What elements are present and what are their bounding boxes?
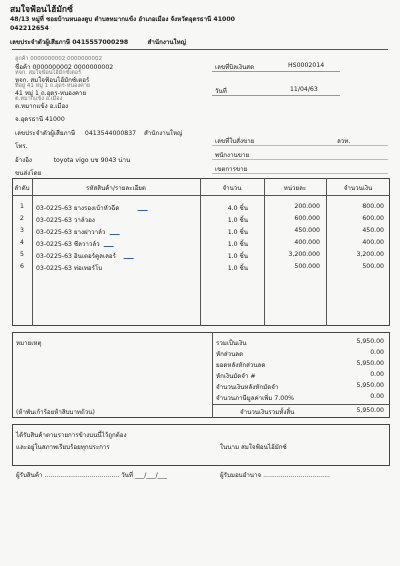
company-address: 48/13 หมู่ที่ ซอยบ้านหนองดูบ ตำบลหมากแข้ง อำเภอเมือง จังหวัดอุดรธานี 41000 <box>10 16 235 23</box>
row-no: 3 <box>20 227 24 234</box>
row-price: 400.000 <box>294 239 320 246</box>
row-desc: 03-0225-63 ซีลวาวล์ว <box>36 241 100 248</box>
row-qty: 4.0 ชิ้น <box>227 205 248 212</box>
doc-no-label: เลขที่บิลเงินสด <box>215 64 255 71</box>
row-amount: 450.00 <box>362 227 384 234</box>
customer-name-value: 0000000002 0000000002 <box>32 64 114 71</box>
customer-code-value: 0000000002 0000000002 <box>30 56 102 62</box>
summary-value-discount: 0.00 <box>370 349 384 356</box>
summary-label-deposit: หักเงินมัดจำ # <box>216 373 256 380</box>
row-no: 5 <box>20 251 24 258</box>
company-branch: สำนักงานใหญ่ <box>147 39 186 46</box>
receiver-row: ผู้รับสินค้า ...................................... วันที่ ___/___/___ <box>16 472 167 479</box>
col-header-qty: จำนวน <box>222 185 242 192</box>
doc-divider-2 <box>212 95 340 96</box>
authorized-row: ผู้รับมอบอำนาจ .................................. <box>220 472 330 479</box>
authorized-label: ผู้รับมอบอำนาจ <box>220 472 262 479</box>
row-amount: 500.00 <box>362 263 384 270</box>
grand-total-value: 5,950.00 <box>356 407 384 414</box>
row-price: 200.000 <box>294 203 320 210</box>
customer-district-small: ต.หมากแข้ง อ.เมือง <box>15 96 63 102</box>
company-tax-label: เลขประจำตัวผู้เสียภาษี <box>10 39 71 46</box>
company-tax-row <box>10 37 186 47</box>
receiver-label: ผู้รับสินค้า <box>16 472 43 479</box>
summary-label-after-discount: ยอดหลังหักส่วนลด <box>216 362 266 369</box>
col-header-amount: จำนวนเงิน <box>343 185 373 192</box>
header-divider <box>12 49 388 50</box>
row-price: 600.000 <box>294 215 320 222</box>
row-price: 500.000 <box>294 263 320 270</box>
row-desc: 03-0225-63 วาล์วอง <box>36 217 95 224</box>
on-behalf: ในนาม สมใจฟ้อนไฮ้มักซ์ <box>220 444 287 451</box>
row-price: 3,200.000 <box>288 251 320 258</box>
doc-tax-inv-label: เลขที่ใบสั่งขาย <box>215 138 255 145</box>
total-divider <box>212 404 390 405</box>
summary-sep <box>212 332 213 418</box>
customer-ref-value: toyota vigo บช 9043 น่าน <box>53 157 131 164</box>
receiver-date-blank: ___/___/___ <box>134 472 167 479</box>
doc-divider-1 <box>212 71 340 72</box>
row-desc: 03-0225-63 ยางรองเบ้าหัวฉีด <box>36 205 120 212</box>
row-qty: 1.0 ชิ้น <box>227 265 248 272</box>
receiver-date-label: วันที่ <box>121 472 133 479</box>
summary-value-subtotal: 5,950.00 <box>356 338 384 345</box>
customer-tax-label: เลขประจำตัวผู้เสียภาษี <box>15 130 76 137</box>
row-amount: 800.00 <box>362 203 384 210</box>
row-no: 2 <box>20 215 24 222</box>
doc-divider-3 <box>212 145 388 146</box>
doc-date-value: 11/04/63 <box>290 86 318 93</box>
customer-company: หจก. สมใจฟ้อนไฮ้มักซ์เตอร์ <box>15 77 90 84</box>
company-tax-id: 0415557000298 <box>72 39 129 46</box>
summary-value-after-deposit: 5,950.00 <box>356 382 384 389</box>
doc-no-value: HS0002014 <box>288 62 325 69</box>
customer-branch: สำนักงานใหญ่ <box>143 130 183 137</box>
row-desc: 03-0225-63 ท่อเทอร์โบ <box>36 265 103 272</box>
summary-label-after-deposit: จำนวนเงินหลังหักมัดจำ <box>216 384 279 391</box>
row-qty: 1.0 ชิ้น <box>227 253 248 260</box>
customer-address-small: ที่อยู่ 41 หมู่ 1 ถ.อุดร-หนองคาย <box>15 83 91 89</box>
doc-sales-label: พนักงานขาย <box>215 152 250 159</box>
row-no: 6 <box>20 263 24 270</box>
col-header-price: หน่วยละ <box>283 185 307 192</box>
summary-value-vat: 0.00 <box>370 393 384 400</box>
customer-address: 41 หมู่ 1 ถ.อุดร-หนองคาย <box>15 90 87 97</box>
customer-code-label: ลูกค้า <box>15 56 29 62</box>
doc-divider-5 <box>212 173 388 174</box>
row-amount: 400.00 <box>362 239 384 246</box>
row-qty: 1.0 ชิ้น <box>227 241 248 248</box>
row-amount: 600.00 <box>362 215 384 222</box>
row-desc: 03-0225-63 อินเตอร์คูลเลอร์ <box>36 253 116 260</box>
col-header-no: ลำดับ <box>14 185 30 192</box>
row-qty: 1.0 ชิ้น <box>227 217 248 224</box>
customer-tax-value: 0413544000837 <box>84 130 137 137</box>
row-no: 1 <box>20 203 24 210</box>
summary-label-vat: จำนวนภาษีมูลค่าเพิ่ม 7.00% <box>216 395 295 402</box>
customer-province: จ.อุดรธานี 41000 <box>15 116 65 123</box>
row-qty: 1.0 ชิ้น <box>227 229 248 236</box>
amount-in-words: (ห้าพันเก้าร้อยห้าสิบบาทถ้วน) <box>16 409 95 416</box>
customer-ship-label: ขนส่งโดย <box>15 170 42 177</box>
received-line-2: และอยู่ในสภาพเรียบร้อยทุกประการ <box>16 444 110 451</box>
customer-name-label: ชื่อค้า <box>15 64 31 71</box>
summary-label-discount: หักส่วนลด <box>216 351 244 358</box>
doc-divider-4 <box>212 159 388 160</box>
row-price: 450.000 <box>294 227 320 234</box>
row-desc: 03-0225-63 ยางฝาวาล์ว <box>36 229 106 236</box>
summary-label-subtotal: รวมเป็นเงิน <box>216 340 247 347</box>
customer-ref-row <box>15 155 130 165</box>
grand-total-label: จำนวนเงินรวมทั้งสิ้น <box>240 409 295 416</box>
summary-value-deposit: 0.00 <box>370 371 384 378</box>
doc-date-label: วันที่ <box>215 88 227 95</box>
received-line-1: ได้รับสินค้าตามรายการข้างบนนี้ไว้ถูกต้อง <box>16 432 127 439</box>
company-phone: 042212654 <box>10 25 49 32</box>
row-no: 4 <box>20 239 24 246</box>
customer-company-small: หจก. สมใจฟ้อนไฮ้มักซ์เตอร์ <box>15 70 82 76</box>
row-amount: 3,200.00 <box>356 251 384 258</box>
summary-value-after-discount: 5,950.00 <box>356 360 384 367</box>
customer-district: ต.หมากแข้ง อ.เมือง <box>15 103 69 110</box>
customer-phone-label: โทร. <box>15 143 28 150</box>
customer-tax-row <box>15 128 182 138</box>
items-header-line <box>12 195 390 196</box>
col-sep-1 <box>32 178 33 326</box>
col-header-desc: รหัสสินค้า/รายละเอียด <box>86 185 146 192</box>
doc-credit-label: ลวท. <box>337 138 351 145</box>
remark-label: หมายเหตุ <box>16 340 42 347</box>
company-name: สมใจฟ้อนไฮ้มักซ์ <box>10 5 73 15</box>
customer-ref-label: อ้างอิง <box>15 157 32 164</box>
doc-job-label: เขตการขาย <box>215 166 248 173</box>
